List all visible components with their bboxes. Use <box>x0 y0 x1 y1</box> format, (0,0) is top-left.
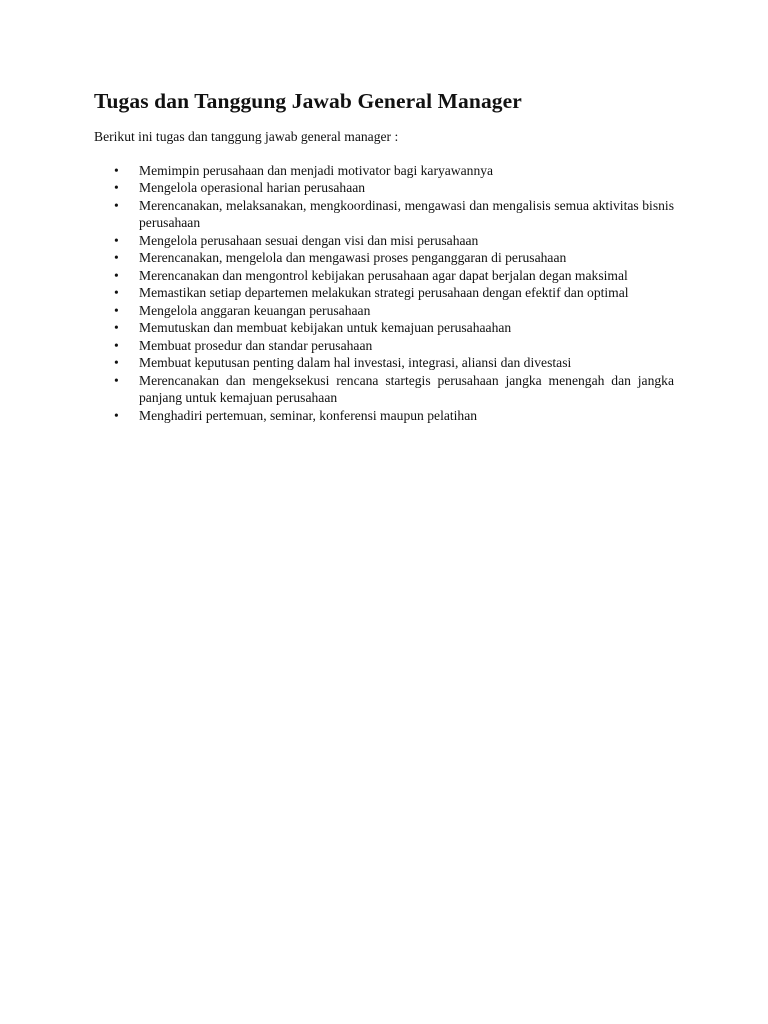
list-item-text: Membuat prosedur dan standar perusahaan <box>139 337 373 353</box>
bullet-icon: • <box>114 232 119 248</box>
list-item-text: Memimpin perusahaan dan menjadi motivator bagi karyawannya <box>139 162 494 178</box>
document-title: Tugas dan Tanggung Jawab General Manager <box>94 89 522 113</box>
bullet-icon: • <box>114 302 119 318</box>
list-item-text: Memastikan setiap departemen melakukan strategi perusahaan dengan efektif dan optimal <box>139 285 629 300</box>
list-item <box>94 302 674 320</box>
list-item <box>94 337 674 355</box>
intro-paragraph: Berikut ini tugas dan tanggung jawab general manager : <box>94 129 399 144</box>
list-item-text: Mengelola perusahaan sesuai dengan visi dan misi perusahaan <box>139 232 479 248</box>
bullet-icon: • <box>114 250 119 265</box>
list-item <box>94 407 674 425</box>
list-item-text: Mengelola operasional harian perusahaan <box>139 180 366 195</box>
list-item <box>94 372 674 407</box>
list-item-text: Memutuskan dan membuat kebijakan untuk kemajuan perusahaahan <box>139 320 512 335</box>
document-content <box>94 86 674 424</box>
duties-list <box>94 162 674 425</box>
bullet-icon: • <box>114 180 119 195</box>
list-item <box>94 249 674 267</box>
bullet-icon: • <box>114 355 119 370</box>
list-item-text: Merencanakan, mengelola dan mengawasi proses penganggaran di perusahaan <box>139 250 567 265</box>
list-item-text: Membuat keputusan penting dalam hal investasi, integrasi, aliansi dan divestasi <box>139 355 572 370</box>
bullet-icon: • <box>114 162 119 178</box>
bullet-icon: • <box>114 337 119 353</box>
list-item-text: Merencanakan dan mengontrol kebijakan perusahaan agar dapat berjalan degan maksimal <box>139 267 628 283</box>
list-item <box>94 179 674 197</box>
list-item <box>94 354 674 372</box>
list-item-text: Merencanakan dan mengeksekusi rencana startegis perusahaan jangka menengah dan jangka panjang untuk kemajuan perusahaan <box>139 372 674 405</box>
list-item-text: Menghadiri pertemuan, seminar, konferensi maupun pelatihan <box>139 407 478 423</box>
list-item-text: Mengelola anggaran keuangan perusahaan <box>139 302 371 318</box>
bullet-icon: • <box>114 407 119 423</box>
bullet-icon: • <box>114 197 119 213</box>
list-item-text: Merencanakan, melaksanakan, mengkoordinasi, mengawasi dan mengalisis semua aktivitas bisnis perusahaan <box>139 197 674 230</box>
list-item <box>94 284 674 302</box>
bullet-icon: • <box>114 267 119 283</box>
list-item <box>94 232 674 250</box>
list-item <box>94 267 674 285</box>
list-item <box>94 319 674 337</box>
list-item <box>94 197 674 232</box>
bullet-icon: • <box>114 372 119 388</box>
list-item <box>94 162 674 180</box>
bullet-icon: • <box>114 285 119 300</box>
bullet-icon: • <box>114 320 119 335</box>
